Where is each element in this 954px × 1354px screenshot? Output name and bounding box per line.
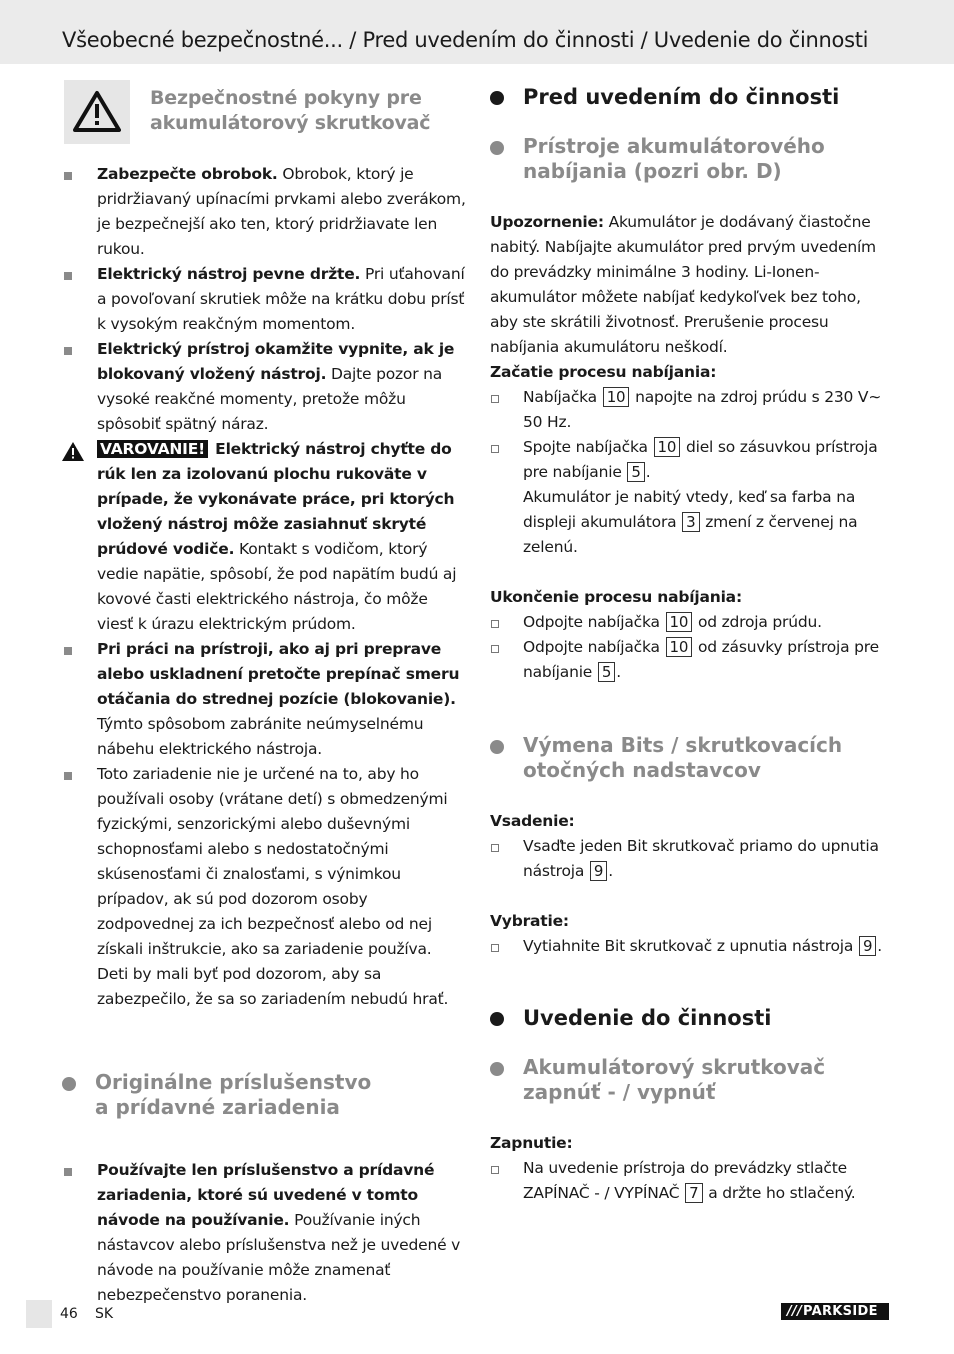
warning-triangle-icon (73, 90, 121, 132)
bullet-dot-icon (490, 740, 504, 754)
start-label: Začatie procesu nabíjania: (490, 363, 717, 381)
heading-charging: Prístroje akumulátorového nabíjania (pozri obr. D) (490, 134, 892, 184)
left-column (62, 78, 466, 1308)
list-item: Odpojte nabíjačka 10 od zásuvky prístroja pre nabíjanie 5 . (490, 635, 892, 685)
page-header (0, 0, 954, 64)
bullet-square-icon (64, 772, 72, 780)
bullet-square-icon (64, 647, 72, 655)
list-item: Elektrický nástroj pevne držte. Pri uťahovaní a povoľovaní skrutiek môže na krátku dobu prísť k vysokým reakčným momentom. (62, 262, 466, 337)
insert-label: Vsadenie: (490, 812, 575, 830)
checkbox-square-icon (491, 844, 499, 852)
warning-item: VAROVANIE! Elektrický nástroj chyťte do rúk len za izolovanú plochu rukoväte v prípade, že vykonávate práce, pri ktorých vložený nástroj môže zasiahnuť skryté prúdové vodiče. Kontakt s vodičom, ktorý vedie napätie, spôsobí, že pod napätím budú aj kovové časti elektrického nástroja, čo môže viesť k úrazu elektrickým prúdom. (62, 437, 466, 637)
ref-number: 10 (603, 387, 630, 407)
warning-box (64, 80, 130, 144)
bullet-dot-icon (62, 1077, 76, 1091)
checkbox-square-icon (491, 395, 499, 403)
checkbox-square-icon (491, 1166, 499, 1174)
ref-number: 5 (627, 462, 644, 482)
bullet-square-icon (64, 1168, 72, 1176)
list-item: Zabezpečte obrobok. Obrobok, ktorý je pridržiavaný upínacími prvkami alebo zverákom, je bezpečnejší ako ten, ktorý pridržiavate len rukou. (62, 162, 466, 262)
safety-heading (62, 78, 466, 164)
logo-slashes: /// (787, 1304, 803, 1319)
list-item: Spojte nabíjačka 10 diel so zásuvkou prístroja pre nabíjanie 5 . Akumulátor je nabitý vtedy, keď sa farba na displeji akumulátora 3 zmení z červenej na zelenú. (490, 435, 892, 560)
language-code: SK (95, 1306, 114, 1322)
bullet-square-icon (64, 172, 72, 180)
ref-number: 10 (654, 437, 681, 457)
bullet-square-icon (64, 347, 72, 355)
list-item: Odpojte nabíjačka 10 od zdroja prúdu. (490, 610, 892, 635)
ref-number: 9 (859, 936, 876, 956)
right-column (490, 78, 892, 1206)
parkside-logo (781, 1303, 889, 1320)
heading-uvedenie: Uvedenie do činnosti (490, 1005, 892, 1031)
ref-number: 7 (685, 1183, 702, 1203)
list-item: Vytiahnite Bit skrutkovač z upnutia nástroja 9 . (490, 934, 892, 959)
varovanie-label: VAROVANIE! (97, 440, 208, 458)
list-item: Toto zariadenie nie je určené na to, aby ho používali osoby (vrátane detí) s obmedzenými fyzickými, senzorickými alebo duševnými schopnosťami alebo s nedostatočnými skúsenosťami či znalosťami, s výnimkou prípadov, ak sú pod dozorom osoby zodpovednej za ich bezpečnosť alebo od nej získali inštrukcie, ako sa zariadenie používa. Deti by mali byť pod dozorom, aby sa zabezpečilo, že sa so zariadením nebudú hrať. (62, 762, 466, 1012)
bullet-dot-icon (490, 91, 504, 105)
checkbox-square-icon (491, 645, 499, 653)
ref-number: 10 (666, 637, 693, 657)
list-item: Elektrický prístroj okamžite vypnite, ak je blokovaný vložený nástroj. Dajte pozor na vysoké reakčné momenty, pretože môžu spôsobiť spätný náraz. (62, 337, 466, 437)
bullet-dot-icon (490, 1062, 504, 1076)
list-item: Nabíjačka 10 napojte na zdroj prúdu s 230 V∼ 50 Hz. (490, 385, 892, 435)
ref-number: 9 (590, 861, 607, 881)
checkbox-square-icon (491, 445, 499, 453)
ref-number: 3 (682, 512, 699, 532)
heading-bits: Výmena Bits / skrutkovacích otočných nadstavcov (490, 733, 892, 783)
checkbox-square-icon (491, 944, 499, 952)
list-item: Pri práci na prístroji, ako aj pri preprave alebo uskladnení pretočte prepínač smeru otáčania do strednej pozície (blokovanie). Týmto spôsobom zabránite neúmyselnému nábehu elektrického nástroja. (62, 637, 466, 762)
accessories-heading: Originálne príslušenstvo a prídavné zariadenia (62, 1070, 466, 1120)
end-label: Ukončenie procesu nabíjania: (490, 588, 742, 606)
list-item: Používajte len príslušenstvo a prídavné zariadenia, ktoré sú uvedené v tomto návode na používanie. Používanie iných nástavcov alebo príslušenstva než je uvedené v návode na používanie môže znamenať nebezpečenstvo poranenia. (62, 1158, 466, 1308)
bullet-square-icon (64, 272, 72, 280)
ref-number: 5 (598, 662, 615, 682)
list-item: Na uvedenie prístroja do prevádzky stlačte ZAPÍNAČ - / VYPÍNAČ 7 a držte ho stlačený. (490, 1156, 892, 1206)
page-number: 46 (60, 1306, 78, 1322)
notice-paragraph: Upozornenie: Akumulátor je dodávaný čiastočne nabitý. Nabíjajte akumulátor pred prvým uvedením do prevádzky minimálne 3 hodiny. Li-Ionen- akumulátor môžete nabíjať kedykoľvek bez toho, aby ste skrátili životnosť. Prerušenie procesu nabíjania akumulátoru neškodí. (490, 213, 876, 356)
remove-label: Vybratie: (490, 912, 569, 930)
heading-on-off: Akumulátorový skrutkovač zapnúť - / vypnúť (490, 1055, 892, 1105)
header-title: Všeobecné bezpečnostné... / Pred uvedením do činnosti / Uvedenie do činnosti (62, 28, 869, 52)
safety-heading-title: Bezpečnostné pokyny pre akumulátorový skrutkovač (150, 87, 431, 134)
bullet-dot-icon (490, 141, 504, 155)
warning-triangle-icon (62, 442, 84, 461)
list-item: Vsaďte jeden Bit skrutkovač priamo do upnutia nástroja 9 . (490, 834, 892, 884)
logo-text: PARKSIDE (803, 1304, 878, 1319)
on-label: Zapnutie: (490, 1134, 573, 1152)
checkbox-square-icon (491, 620, 499, 628)
heading-pred-uvedenim: Pred uvedením do činnosti (490, 84, 892, 110)
bullet-dot-icon (490, 1012, 504, 1026)
footer-box (26, 1300, 52, 1328)
ref-number: 10 (666, 612, 693, 632)
